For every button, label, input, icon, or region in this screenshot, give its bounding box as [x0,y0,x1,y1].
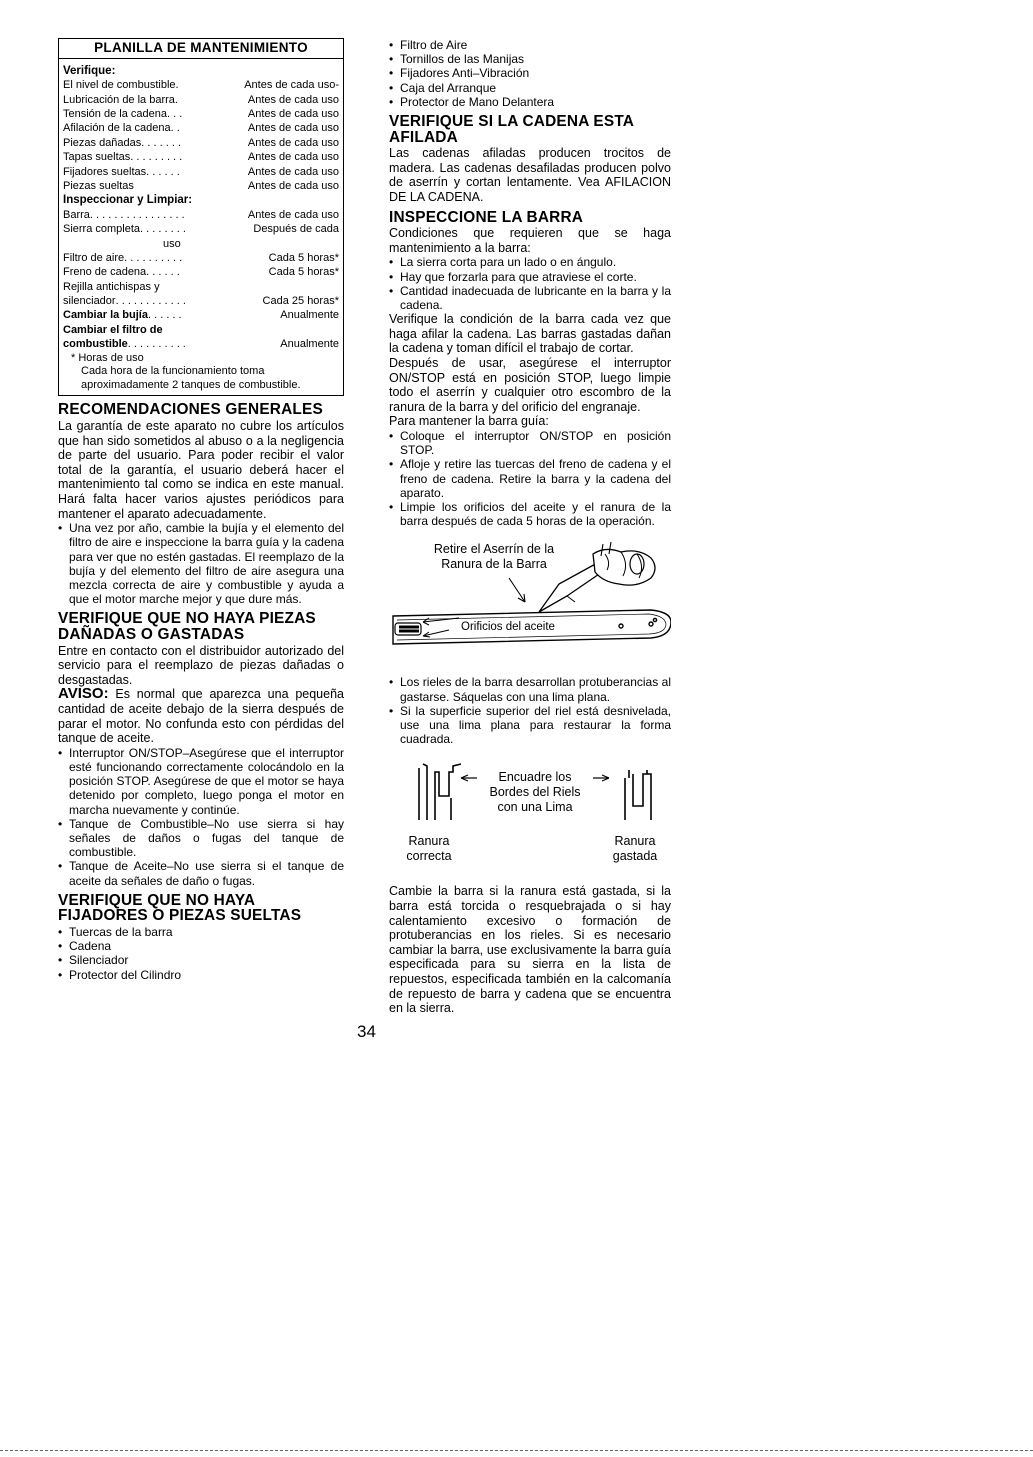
bar-cleaning-figure [389,540,671,665]
schedule-row: Sierra completa . . . . . . . . Después de cada [63,223,339,236]
general-paragraph: La garantía de este aparato no cubre los artículos que han sido sometidos al abuso o a la negligencia de parte del usuario. Para poder recibir el valor total de la garantía, el usuario deberá hacer el mantenimiento tal como se indica en este manual. Hará falta hacer varios ajustes periódicos para mantener el aparato adecuadamente. [58,419,344,521]
schedule-row: Fijadores sueltas . . . . . . Antes de cada uso [63,165,339,178]
schedule-row: Tensión de la cadena . . . Antes de cada uso [63,108,339,120]
list-item: • La sierra corta para un lado o en ángulo. [389,255,671,269]
damaged-heading: VERIFIQUE QUE NO HAYA PIEZAS DAÑADAS O GASTADAS [58,610,316,644]
aviso-label: AVISO: [58,685,109,703]
hours-note: * Horas de uso Cada hora de la funcionamiento toma aproximadamente 2 tanques de combustible. [71,351,301,391]
list-item: • Coloque el interruptor ON/STOP en posición STOP. [389,429,671,457]
verify-rows [63,78,339,193]
sharp-heading: VERIFIQUE SI LA CADENA ESTA AFILADA [389,113,634,146]
list-item: • Tanque de Aceite–No use sierra si el tanque de aceite da señales de daño o fugas. [58,859,344,887]
schedule-row: Filtro de aire . . . . . . . . . . Cada 5 horas* [63,251,339,264]
left-column [58,38,344,982]
list-item: • Una vez por año, cambie la bujía y el elemento del filtro de aire e inspeccione la barra guía y la cadena para ver que no estén gastadas. El reemplazo de la bujía y del elemento del filtro de aire asegura una mezcla correcta de aire y combustible y ayuda a que el motor marche mejor y que dure más. [58,521,344,606]
aviso-text: Es normal que aparezca una pequeña cantidad de aceite debajo de la sierra después de parar el motor. No confunda esto con pérdidas del tanque de aceite. [58,687,344,746]
schedule-row: Tapas sueltas . . . . . . . . . Antes de cada uso [63,151,339,164]
loose-list-continued [389,38,671,109]
list-item: • Afloje y retire las tuercas del freno de cadena y el freno de cadena. Retire la barra y la cadena del aparato. [389,457,671,500]
page-number: 34 [357,1022,376,1041]
list-item: • Tornillos de las Manijas [389,52,671,66]
maintenance-schedule-box [58,38,344,396]
general-list [58,521,344,606]
schedule-row: Freno de cadena . . . . . . Cada 5 horas* [63,266,339,279]
inspect-rows-2 [63,251,339,280]
general-heading: RECOMENDACIONES GENERALES [58,401,323,419]
inspect-continuation: uso [163,237,181,250]
damaged-list [58,746,344,888]
loose-list [58,925,344,982]
worn-groove-label: Ranura gastada [612,834,658,864]
list-item: • Fijadores Anti–Vibración [389,66,671,80]
inspect-heading: Inspeccionar y Limpiar: [63,194,193,207]
maintenance-title: PLANILLA DE MANTENIMIENTO [59,41,343,59]
list-item: • Limpie los orificios del aceite y el ranura de la barra después de cada 5 horas de la operación. [389,500,671,528]
right-column [389,38,671,1016]
list-item: • Protector de Mano Delantera [389,95,671,109]
schedule-row: Afilación de la cadena . . Antes de cada uso [63,122,339,135]
list-item: • Caja del Arranque [389,81,671,95]
bujia-row: Cambiar la bujía . . . . . . Anualmente [63,309,339,322]
filtro-row: combustible . . . . . . . . . . Anualmente [63,338,339,351]
sharp-paragraph: Las cadenas afiladas producen trocitos de madera. Las cadenas desafiladas producen polvo de aserrín y cortan lentamente. Vea AFILACION DE LA CADENA. [389,146,671,204]
aviso-paragraph [58,687,344,745]
oil-holes-label: Orificios del aceite [461,621,555,634]
correct-groove-label: Ranura correcta [406,834,452,864]
schedule-row: El nivel de combustible . Antes de cada uso- [63,79,339,92]
bar-heading: INSPECCIONE LA BARRA [389,208,584,226]
list-item: • Cantidad inadecuada de lubricante en la barra y la cadena. [389,284,671,312]
bar-steps-list [389,429,671,528]
verify-heading: Verifique: [63,64,116,77]
rails-list [389,675,671,746]
list-item: • Interruptor ON/STOP–Asegúrese que el interruptor esté funcionando correctamente colocándolo en la posición STOP. Asegúrese de que el motor se haya detenido por completo, luego ponga el motor en marcha nuevamente y continúe. [58,746,344,817]
bar-paragraph-1: Condiciones que requieren que se haga mantenimiento a la barra: [389,226,671,255]
list-item: • Tuercas de la barra [58,925,344,939]
list-item: • Si la superficie superior del riel está desnivelada, use una lima plana para restaurar la forma cuadrada. [389,704,671,747]
list-item: • Silenciador [58,953,344,967]
groove-comparison-figure [389,762,671,874]
page-bottom-edge [0,1450,1033,1451]
rejilla-row: silenciador . . . . . . . . . . . . Cada 25 horas* [63,295,339,308]
figure-label: Retire el Aserrín de la Ranura de la Barra [433,542,555,572]
filtro-line: Cambiar el filtro de [63,323,163,336]
loose-heading: VERIFIQUE QUE NO HAYA FIJADORES O PIEZAS SUELTAS [58,891,302,925]
bar-paragraph-3: Después de usar, asegúrese el interruptor ON/STOP está en posición STOP, luego limpie todo el aserrín y cualquier otro escombro de la ranura de la barra y del orificio del engranaje. [389,355,671,414]
list-item: • Tanque de Combustible–No use sierra si hay señales de daños o fugas del tanque de combustible. [58,817,344,860]
list-item: • Hay que forzarla para que atraviese el corte. [389,270,671,284]
bar-paragraph-5: Cambie la barra si la ranura está gastada, si la barra está torcida o resquebrajada o si hay calentamiento excesivo o formación de protuberancias en los rieles. Si es necesario cambiar la barra, use exclusivamente la barra guía especificada para su sierra en la lista de repuestos, especificada también en la calcomanía de repuesto de barra y cadena que se encuentra en la sierra. [389,884,671,1016]
list-item: • Los rieles de la barra desarrollan protuberancias al gastarse. Sáquelas con una lima plana. [389,675,671,703]
bar-paragraph-4: Para mantener la barra guía: [389,414,549,429]
schedule-row: Barra . . . . . . . . . . . . . . . . Antes de cada uso [63,209,339,222]
schedule-row: Piezas sueltas Antes de cada uso [63,180,339,193]
list-item: • Filtro de Aire [389,38,671,52]
list-item: • Cadena [58,939,344,953]
damaged-paragraph: Entre en contacto con el distribuidor autorizado del servicio para el reemplazo de piezas dañadas o desgastadas. [58,643,344,687]
inspect-rows [63,208,339,237]
bar-conditions-list [389,255,671,312]
rejilla-line: Rejilla antichispas y [63,280,160,293]
list-item: • Protector del Cilindro [58,968,344,982]
guide-bar-illustration [389,540,671,665]
schedule-row: Piezas dañadas . . . . . . . Antes de cada uso [63,136,339,149]
groove-center-label: Encuadre los Bordes del Riels con una Lima [489,770,581,815]
schedule-row: Lubricación de la barra . Antes de cada uso [63,93,339,106]
bar-paragraph-2: Verifique la condición de la barra cada vez que haga afilar la cadena. Las barras gastadas dañan la cadena y toman difícil el trabajo de cortar. [389,312,671,356]
